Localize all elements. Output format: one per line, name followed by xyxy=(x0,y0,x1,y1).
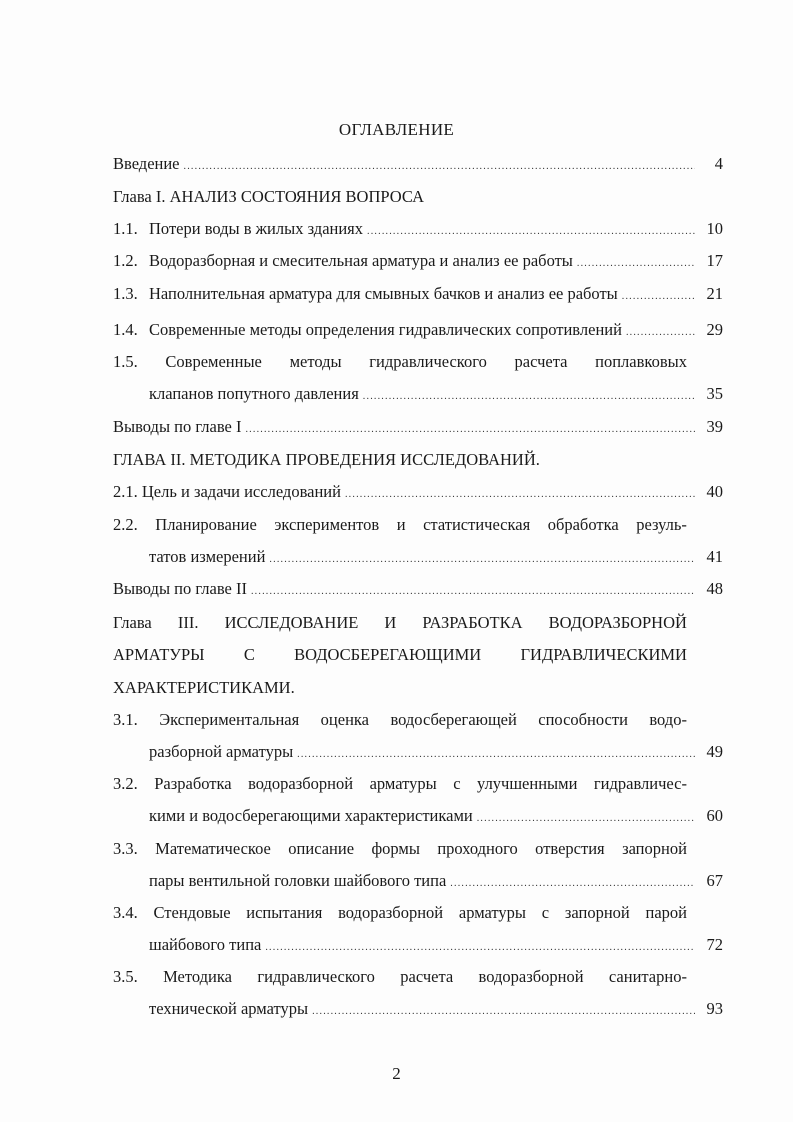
section-number: 3.3. xyxy=(113,839,138,858)
toc-entry-3-1-line2 xyxy=(149,740,723,764)
toc-entry-label: Введение xyxy=(113,154,180,173)
dot-leader xyxy=(477,807,695,831)
toc-entry-intro xyxy=(113,152,723,176)
toc-entry-3-5-line2 xyxy=(149,997,723,1021)
toc-page-number: 17 xyxy=(706,251,723,270)
dot-leader xyxy=(450,872,695,896)
page-number: 2 xyxy=(392,1064,401,1083)
dot-leader xyxy=(245,418,695,442)
toc-page-number: 60 xyxy=(706,806,723,825)
toc-entry-3-4-line2 xyxy=(149,933,723,957)
toc-entry-label: технической арматуры xyxy=(149,999,309,1018)
toc-entry-label: разборной арматуры xyxy=(149,742,294,761)
toc-entry-label: татов измерений xyxy=(149,547,266,566)
toc-entry-2-2-line2 xyxy=(149,545,723,569)
toc-page-number: 93 xyxy=(706,999,723,1018)
toc-page-number: 10 xyxy=(706,219,723,238)
dot-leader xyxy=(184,155,695,179)
section-number: 3.1. xyxy=(113,710,138,729)
dot-leader xyxy=(269,548,695,572)
toc-page-number: 21 xyxy=(706,284,723,303)
toc-entry-1-2 xyxy=(113,249,723,273)
toc-entry-ch1-conclusions xyxy=(113,415,723,439)
section-number: 3.4. xyxy=(113,903,138,922)
section-number: 3.2. xyxy=(113,774,138,793)
toc-page-number: 49 xyxy=(706,742,723,761)
toc-entry-3-2-line2 xyxy=(149,804,723,828)
section-number: 1.2. xyxy=(113,251,138,270)
chapter-3-title-line1: Глава III. ИССЛЕДОВАНИЕ И РАЗРАБОТКА ВОДОРАЗБОРНОЙ xyxy=(113,613,687,632)
toc-entry-1-1 xyxy=(113,217,723,241)
toc-entry-label: Выводы по главе I xyxy=(113,417,242,436)
toc-entry-3-3-line1: 3.3. Математическое описание формы проходного отверстия запорной xyxy=(113,837,687,861)
toc-entry-label: клапанов попутного давления xyxy=(149,384,359,403)
dot-leader xyxy=(622,285,695,309)
dot-leader xyxy=(577,252,695,276)
toc-page-number: 39 xyxy=(706,417,723,436)
toc-entry-label: пары вентильной головки шайбового типа xyxy=(149,871,447,890)
toc-entry-3-4-line1: 3.4. Стендовые испытания водоразборной арматуры с запорной парой xyxy=(113,901,687,925)
toc-entry-1-3 xyxy=(113,282,723,306)
dot-leader xyxy=(345,483,695,507)
toc-entry-3-3-line2 xyxy=(149,869,723,893)
toc-page-number: 67 xyxy=(706,871,723,890)
section-number: 1.1. xyxy=(113,219,138,238)
dot-leader xyxy=(367,220,695,244)
chapter-3-title-line2: АРМАТУРЫ С ВОДОСБЕРЕГАЮЩИМИ ГИДРАВЛИЧЕСКИМИ xyxy=(113,645,687,664)
section-number: 1.3. xyxy=(113,284,138,303)
toc-entry-label: кими и водосберегающими характеристиками xyxy=(149,806,473,825)
toc-entry-label: Выводы по главе II xyxy=(113,579,247,598)
dot-leader xyxy=(363,385,695,409)
toc-entry-ch2-conclusions xyxy=(113,577,723,601)
toc-entry-label: 2.1. Цель и задачи исследований xyxy=(113,482,341,501)
toc-entry-label: Наполнительная арматура для смывных бачков и анализ ее работы xyxy=(149,284,618,303)
dot-leader xyxy=(251,580,695,604)
toc-entry-label: Потери воды в жилых зданиях xyxy=(149,219,364,238)
dot-leader xyxy=(626,321,695,345)
dot-leader xyxy=(297,743,695,767)
toc-entry-label: шайбового типа xyxy=(149,935,262,954)
toc-entry-2-1 xyxy=(113,480,723,504)
toc-page-number: 72 xyxy=(706,935,723,954)
chapter-3-title-line3: ХАРАКТЕРИСТИКАМИ. xyxy=(113,678,295,697)
section-number: 1.5. xyxy=(113,352,138,371)
chapter-1-title: Глава I. АНАЛИЗ СОСТОЯНИЯ ВОПРОСА xyxy=(113,187,424,206)
toc-entry-3-5-line1: 3.5. Методика гидравлического расчета водоразборной санитарно- xyxy=(113,965,687,989)
toc-page-number: 35 xyxy=(706,384,723,403)
toc-page-number: 40 xyxy=(706,482,723,501)
toc-entry-1-5-line1: 1.5. Современные методы гидравлического расчета поплавковых xyxy=(113,350,687,374)
toc-page-number: 41 xyxy=(706,547,723,566)
toc-page-number: 29 xyxy=(706,320,723,339)
dot-leader xyxy=(312,1000,695,1024)
toc-entry-1-4 xyxy=(113,318,723,342)
section-number: 1.4. xyxy=(113,320,138,339)
toc-page-number: 4 xyxy=(714,154,723,173)
toc-entry-3-1-line1: 3.1. Экспериментальная оценка водосберегающей способности водо- xyxy=(113,708,687,732)
dot-leader xyxy=(265,936,695,960)
toc-entry-3-2-line1: 3.2. Разработка водоразборной арматуры с улучшенными гидравличес- xyxy=(113,772,687,796)
section-number: 3.5. xyxy=(113,967,138,986)
toc-entry-label: Современные методы определения гидравлических сопротивлений xyxy=(149,320,622,339)
chapter-2-title: ГЛАВА II. МЕТОДИКА ПРОВЕДЕНИЯ ИССЛЕДОВАНИЙ. xyxy=(113,450,540,469)
toc-entry-1-5-line2 xyxy=(149,382,723,406)
toc-entry-2-2-line1: 2.2. Планирование экспериментов и статистическая обработка резуль- xyxy=(113,515,687,534)
toc-entry-label: Водоразборная и смесительная арматура и анализ ее работы xyxy=(149,251,573,270)
page-title: ОГЛАВЛЕНИЕ xyxy=(338,120,455,139)
toc-page-number: 48 xyxy=(706,579,723,598)
